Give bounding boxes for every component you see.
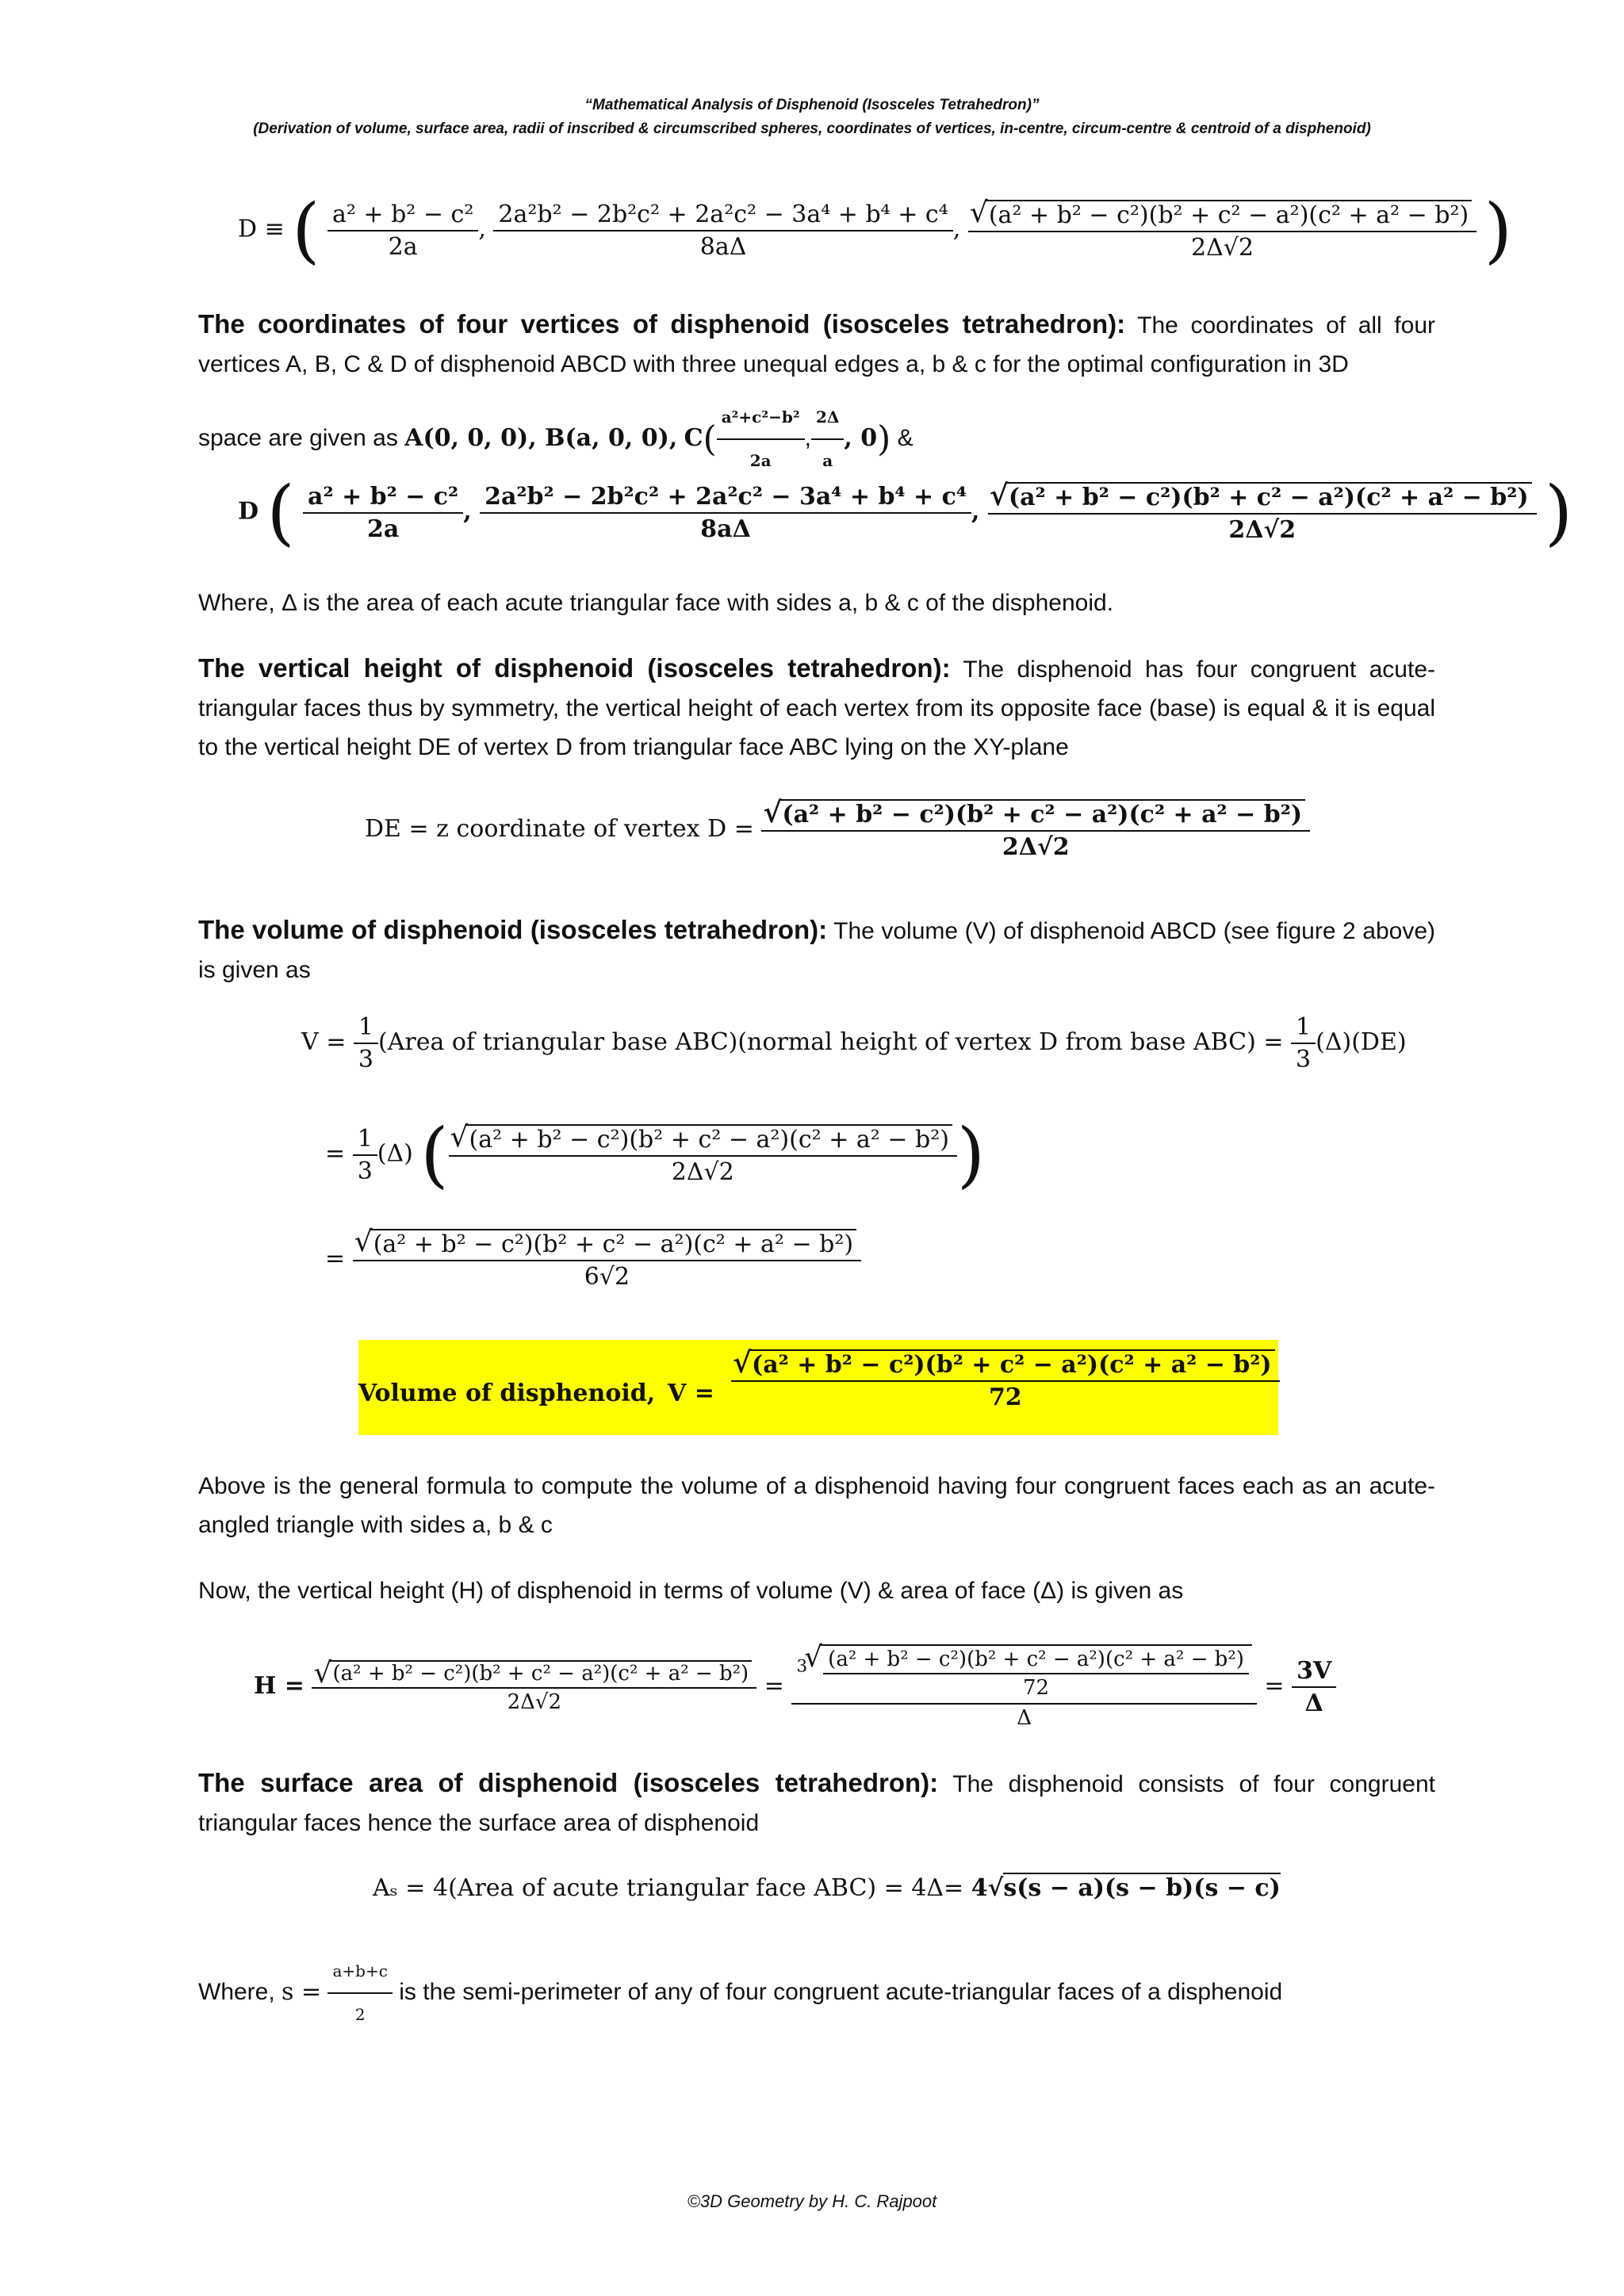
s-definition [198,1950,1435,2036]
eq-den: 3 [1296,1046,1312,1073]
eq-num: 1 [354,1012,378,1044]
where-text: is the semi-perimeter of any of four congruent acute-triangular faces of a disphenoid [399,1978,1283,2005]
coords-line3: space are given as A(0, 0, 0), B(a, 0, 0), C( $\frac{\text{a²+c²−b²}}{2a}$ , $\frac{2\Delta}{a}$ , 0) & [198,396,1435,482]
height-paragraph [198,649,1435,767]
header-subtitle: (Derivation of volume, surface area, radii of inscribed & circumscribed spheres, coordinates of vertices, in-centre, circum-centre & centroid of a disphenoid) [253,121,1371,137]
eq-lhs: V = [301,1028,347,1056]
equation-h [254,1643,1336,1732]
eq-end: (Δ)(DE) [1316,1028,1407,1056]
eq-lhs: D ≡ [238,215,285,243]
eq-den: Δ [1017,1706,1032,1730]
equation-d-bold: D ( $\frac{\text{a² + b² − c²}}{2a}$ , $\frac{\text{2a²b² − 2b²c² + 2a²c² − 3a⁴ + b⁴ + c⁴}}{8a\Delta}$ , √ $\frac{\text{(a² + b² − c²)(b² + c² − a²)(c² + a² − b²)}}{2\Delta√2}$ ) [238,471,1572,554]
volume-text: The volume (V) of disphenoid ABCD (see figure 2 above) is given as [198,918,1435,983]
c-num2: 2Δ [811,396,844,440]
height-text: The disphenoid has four congruent acute-triangular faces thus by symmetry, the vertical height of each vertex from its opposite face (base) is equal & it is equal to the vertical height DE of vertex D from triangular face ABC lying on the XY-plane [198,656,1435,760]
eq-mid: (Area of triangular base ABC)(normal height of vertex D from base ABC) = [377,1028,1284,1056]
volume-paragraph [198,910,1435,989]
eq-den: 2a [366,515,400,543]
volume-heading: The volume of disphenoid (isosceles tetrahedron): [198,915,828,944]
eq-den: 3 [357,1157,373,1185]
coords-ab: A(0, 0, 0), B(a, 0, 0), [404,423,678,452]
general-paragraph: Above is the general formula to compute the volume of a disphenoid having four congruent faces each as an acute-angled triangle with sides a, b & c [198,1473,1435,1538]
coords-c: C [684,423,703,452]
surface-paragraph [198,1763,1435,1843]
eq-den: 3 [358,1046,373,1073]
volume-label: Volume of disphenoid, [358,1380,656,1407]
coords-heading: The coordinates of four vertices of disphenoid (isosceles tetrahedron): [198,309,1126,339]
eq-lhs: D [238,497,259,526]
where-label: Where, [198,1978,275,2005]
eq-sign: = [325,1139,346,1168]
eq-num: √ (a² + b² − c²)(b² + c² − a²)(c² + a² − b²) [986,200,1472,229]
eq-num: √ (a² + b² − c²)(b² + c² − a²)(c² + a² − b²) [1005,482,1532,511]
coords-amp: & [897,424,914,451]
eq-lhs: DE = z coordinate of vertex D = [365,815,754,843]
eq-den: 2Δ√2 [1228,515,1297,544]
eq-num: a² + b² − c² [303,481,463,514]
eq-num: √ (a² + b² − c²)(b² + c² − a²)(c² + a² − b²) [823,1646,1249,1674]
eq-den: 72 [1022,1676,1050,1700]
eq-den: 2Δ√2 [671,1158,734,1186]
where-delta: Where, Δ is the area of each acute triangular face with sides a, b & c of the disphenoid. [198,590,1114,616]
c-den2: a [822,451,833,470]
footer: ©3D Geometry by H. C. Rajpoot [687,2191,937,2211]
eq-num: √ (a² + b² − c²)(b² + c² − a²)(c² + a² − b²) [329,1660,752,1686]
eq-sign: = [1264,1672,1285,1700]
surface-heading: The surface area of disphenoid (isosceles tetrahedron): [198,1768,939,1797]
volume-formula-highlight [358,1340,1278,1435]
c-num1: a²+c²−b² [717,396,805,440]
eq-num: √ (a² + b² − c²)(b² + c² − a²)(c² + a² − b²) [779,799,1305,828]
surface-equation [373,1874,1281,1902]
volume-eq-3 [325,1227,861,1292]
eq-den: 8aΔ [700,515,751,543]
eq-num: √ (a² + b² − c²)(b² + c² − a²)(c² + a² − b²) [370,1229,856,1258]
coords-text: The coordinates of all four vertices A, B, C & D of disphenoid ABCD with three unequal edges a, b & c for the optimal configuration in 3D [198,312,1435,377]
s-den: 2 [354,2005,366,2024]
coords-paragraph [198,304,1435,384]
eq-den: 72 [988,1383,1022,1411]
eq-den: Δ [1304,1689,1323,1717]
eq-num: √ (a² + b² − c²)(b² + c² − a²)(c² + a² − b²) [466,1124,952,1154]
volume-eq-1 [301,1012,1407,1075]
equation-d-coords: D ≡ ( $\frac{\text{a² + b² − c²}}{2a}$ , $\frac{\text{2a²b² − 2b²c² + 2a²c² − 3a⁴ + b⁴ + c⁴}}{8a\Delta}$ , √ $\frac{\text{(a² + b² − c²)(b² + c² − a²)(c² + a² − b²)}}{2\Delta√2}$ ) [238,189,1512,272]
hvert-text: Now, the vertical height (H) of disphenoid in terms of volume (V) & area of face (Δ) is given as [198,1578,1184,1604]
eq-radicand: s(s − a)(s − b)(s − c) [1003,1874,1281,1902]
eq-lhs: H = [254,1672,304,1700]
eq-den: 2Δ√2 [1191,233,1254,262]
eq-num: √ (a² + b² − c²)(b² + c² − a²)(c² + a² − b²) [749,1349,1275,1379]
eq-den: 8aΔ [699,232,747,261]
volume-v: V = [668,1380,714,1407]
header-title: “Mathematical Analysis of Disphenoid (Isosceles Tetrahedron)” [584,97,1040,113]
surface-text: The disphenoid consists of four congruent triangular faces hence the surface area of disphenoid [198,1771,1435,1836]
eq-bold: 4√ [971,1874,1004,1902]
eq-den: 6√2 [584,1263,630,1291]
eq-num: 3V [1292,1655,1336,1688]
eq-num: 2a²b² − 2b²c² + 2a²c² − 3a⁴ + b⁴ + c⁴ [493,199,952,232]
eq-main: Aₛ = 4(Area of acute triangular face ABC) = 4Δ= [373,1874,964,1902]
eq-sign: = [764,1672,784,1700]
volume-eq-2: = $\frac{1}{3}$ (Δ) ( √ $\frac{\text{(a² + b² − c²)(b² + c² − a²)(c² + a² − b²)}}{2\Delta√2}$ ) [325,1113,985,1196]
eq-den: 2Δ√2 [507,1690,562,1714]
eq-den: 2a [388,232,418,261]
height-heading: The vertical height of disphenoid (isosceles tetrahedron): [198,653,951,683]
eq-delta: (Δ) [377,1139,413,1168]
eq-den: 2Δ√2 [1002,833,1070,861]
eq-num: 1 [1291,1012,1316,1044]
s-eq: s = [282,1977,322,2006]
eq-num: 1 [353,1123,377,1156]
c-den1: 2a [749,451,772,470]
eq-num: a² + b² − c² [327,199,478,232]
coords-text2: space are given as [198,424,398,451]
eq-num: 2a²b² − 2b²c² + 2a²c² − 3a⁴ + b⁴ + c⁴ [480,481,971,514]
eq-sign: = [325,1245,346,1272]
cube-index: 3 [796,1656,808,1677]
s-num: a+b+c [327,1950,392,1994]
c-z: , 0 [844,423,878,452]
equation-de [365,798,1310,863]
